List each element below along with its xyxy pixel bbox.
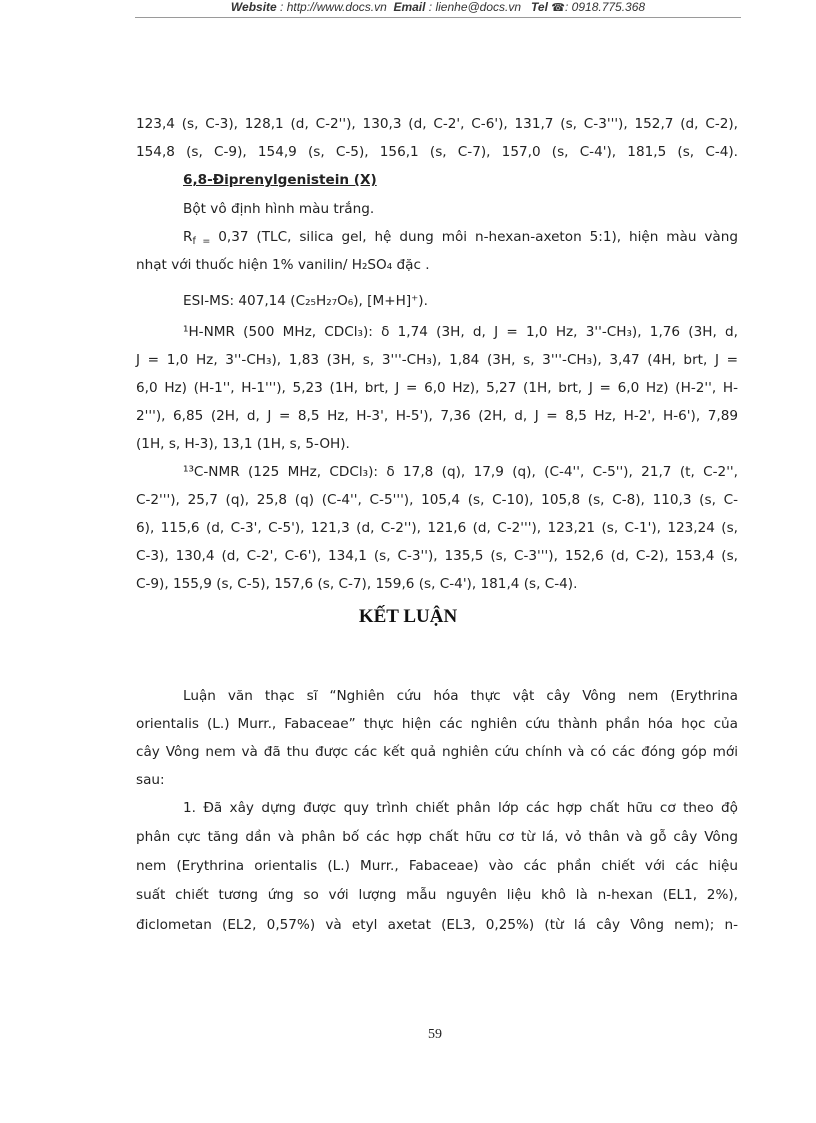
point1-line-5: điclometan (EL2, 0,57%) và etyl axetat (EL3, 0,25%) (từ lá cây Vông nem); n- [136,917,738,933]
point1-line-3: nem (Erythrina orientalis (L.) Murr., Fabaceae) vào các phần chiết với các hiệu [136,858,738,874]
h-nmr-line-1: ¹H-NMR (500 MHz, CDCl₃): δ 1,74 (3H, d, J = 1,0 Hz, 3''-CH₃), 1,76 (3H, d, [183,324,738,340]
prev-section-line-1: 123,4 (s, C-3), 128,1 (d, C-2''), 130,3 (d, C-2', C-6'), 131,7 (s, C-3'''), 152,7 (d, C-2), [136,116,738,132]
conclusion-title: KẾT LUẬN [358,606,458,627]
rf-line-1: $R_{f =}$ 0,37 (TLC, silica gel, hệ dung môi n-hexan-axeton 5:1), hiện màu vàng [183,229,738,247]
point1-line-2: phân cực tăng dần và phân bố các hợp chất hữu cơ từ lá, vỏ thân và gỗ cây Vông [136,829,738,845]
tel-value: : 0918.775.368 [565,0,646,14]
email-value[interactable]: : lienhe@docs.vn [428,0,522,14]
compound-appearance: Bột vô định hình màu trắng. [183,201,375,217]
rf-line-2: nhạt với thuốc hiện 1% vanilin/ H₂SO₄ đặc . [136,257,430,273]
c-nmr-line-4: C-3), 130,4 (d, C-2', C-6'), 134,1 (s, C-3''), 135,5 (s, C-3'''), 152,6 (d, C-2), 153,4 (s, [136,548,738,564]
h-nmr-line-2: J = 1,0 Hz, 3''-CH₃), 1,83 (3H, s, 3'''-CH₃), 1,84 (3H, s, 3'''-CH₃), 3,47 (4H, brt, J = [136,352,738,368]
c-nmr-line-5: C-9), 155,9 (s, C-5), 157,6 (s, C-7), 159,6 (s, C-4'), 181,4 (s, C-4). [136,576,578,592]
conclusion-intro-line-2: orientalis (L.) Murr., Fabaceae” thực hiện các nghiên cứu thành phần hóa học của [136,716,738,732]
page-number: 59 [428,1027,442,1042]
conclusion-intro-line-1: Luận văn thạc sĩ “Nghiên cứu hóa thực vật cây Vông nem (Erythrina [183,688,738,704]
point1-line-1: 1. Đã xây dựng được quy trình chiết phân lớp các hợp chất hữu cơ theo độ [183,800,738,816]
h-nmr-line-4: 2'''), 6,85 (2H, d, J = 8,5 Hz, H-3', H-5'), 7,36 (2H, d, J = 8,5 Hz, H-2', H-6'), 7,89 [136,408,738,424]
tel-label: Tel [531,0,548,14]
compound-heading: 6,8-Điprenylgenistein (X) [183,172,377,188]
c-nmr-line-2: C-2'''), 25,7 (q), 25,8 (q) (C-4'', C-5'''), 105,4 (s, C-10), 105,8 (s, C-8), 110,3 (s, C- [136,492,738,508]
point1-line-4: suất chiết tương ứng so với lượng mẫu nguyên liệu khô là n-hexan (EL1, 2%), [136,887,738,903]
phone-icon: ☎ [551,2,565,14]
h-nmr-line-3: 6,0 Hz) (H-1'', H-1'''), 5,23 (1H, brt, J = 6,0 Hz), 5,27 (1H, brt, J = 6,0 Hz) (H-2'', H- [136,380,738,396]
c-nmr-line-3: 6), 115,6 (d, C-3', C-5'), 121,3 (d, C-2''), 121,6 (d, C-2'''), 123,21 (s, C-1'), 123,24 (s, [136,520,738,536]
page-header [135,0,741,18]
esi-ms: ESI-MS: 407,14 (C₂₅H₂₇O₆), [M+H]⁺). [183,293,428,309]
website-label: Website [230,0,277,14]
conclusion-intro-line-3: cây Vông nem và đã thu được các kết quả nghiên cứu chính và có các đóng góp mới [136,744,738,760]
email-label: Email [393,0,426,14]
c-nmr-line-1: ¹³C-NMR (125 MHz, CDCl₃): δ 17,8 (q), 17,9 (q), (C-4'', C-5''), 21,7 (t, C-2'', [183,464,738,480]
prev-section-line-2: 154,8 (s, C-9), 154,9 (s, C-5), 156,1 (s, C-7), 157,0 (s, C-4'), 181,5 (s, C-4). [136,144,738,160]
h-nmr-line-5: (1H, s, H-3), 13,1 (1H, s, 5-OH). [136,436,350,452]
website-value[interactable]: : http://www.docs.vn [280,0,387,14]
conclusion-intro-line-4: sau: [136,772,165,788]
